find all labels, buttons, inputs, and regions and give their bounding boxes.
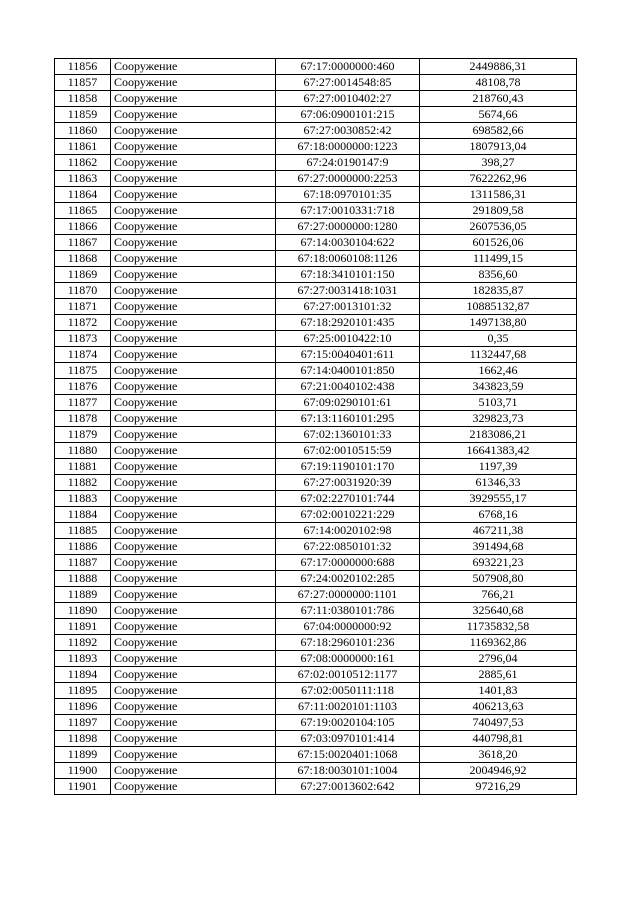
object-type-cell: Сооружение (111, 203, 276, 219)
row-number-cell: 11878 (55, 411, 111, 427)
object-type-cell: Сооружение (111, 395, 276, 411)
row-number-cell: 11877 (55, 395, 111, 411)
table-row (55, 91, 577, 107)
cadastral-value-cell: 3618,20 (420, 747, 577, 763)
table-row (55, 107, 577, 123)
object-type-cell: Сооружение (111, 747, 276, 763)
table-row (55, 651, 577, 667)
cadastral-number-cell: 67:27:0013602:642 (276, 779, 420, 795)
object-type-cell: Сооружение (111, 603, 276, 619)
table-row (55, 555, 577, 571)
cadastral-number-cell: 67:27:0014548:85 (276, 75, 420, 91)
cadastral-number-cell: 67:18:0000000:1223 (276, 139, 420, 155)
cadastral-value-cell: 740497,53 (420, 715, 577, 731)
cadastral-value-cell: 182835,87 (420, 283, 577, 299)
table-row (55, 267, 577, 283)
object-type-cell: Сооружение (111, 283, 276, 299)
cadastral-value-cell: 406213,63 (420, 699, 577, 715)
object-type-cell: Сооружение (111, 555, 276, 571)
cadastral-value-cell: 325640,68 (420, 603, 577, 619)
row-number-cell: 11858 (55, 91, 111, 107)
cadastral-value-cell: 391494,68 (420, 539, 577, 555)
cadastral-value-cell: 8356,60 (420, 267, 577, 283)
cadastral-value-cell: 1169362,86 (420, 635, 577, 651)
object-type-cell: Сооружение (111, 331, 276, 347)
table-row (55, 731, 577, 747)
object-type-cell: Сооружение (111, 571, 276, 587)
cadastral-value-cell: 111499,15 (420, 251, 577, 267)
row-number-cell: 11884 (55, 507, 111, 523)
row-number-cell: 11867 (55, 235, 111, 251)
cadastral-number-cell: 67:27:0000000:1280 (276, 219, 420, 235)
cadastral-number-cell: 67:19:0020104:105 (276, 715, 420, 731)
row-number-cell: 11898 (55, 731, 111, 747)
cadastral-number-cell: 67:27:0010402:27 (276, 91, 420, 107)
cadastral-value-table (54, 58, 577, 795)
cadastral-value-cell: 1497138,80 (420, 315, 577, 331)
object-type-cell: Сооружение (111, 411, 276, 427)
cadastral-number-cell: 67:14:0400101:850 (276, 363, 420, 379)
cadastral-value-cell: 291809,58 (420, 203, 577, 219)
object-type-cell: Сооружение (111, 123, 276, 139)
table-row (55, 315, 577, 331)
row-number-cell: 11872 (55, 315, 111, 331)
row-number-cell: 11869 (55, 267, 111, 283)
table-row (55, 619, 577, 635)
object-type-cell: Сооружение (111, 539, 276, 555)
cadastral-value-cell: 97216,29 (420, 779, 577, 795)
table-row (55, 139, 577, 155)
row-number-cell: 11886 (55, 539, 111, 555)
object-type-cell: Сооружение (111, 139, 276, 155)
table-row (55, 155, 577, 171)
row-number-cell: 11890 (55, 603, 111, 619)
table-row (55, 475, 577, 491)
table-row (55, 779, 577, 795)
cadastral-value-cell: 1197,39 (420, 459, 577, 475)
cadastral-number-cell: 67:03:0970101:414 (276, 731, 420, 747)
row-number-cell: 11882 (55, 475, 111, 491)
object-type-cell: Сооружение (111, 251, 276, 267)
row-number-cell: 11859 (55, 107, 111, 123)
cadastral-value-cell: 766,21 (420, 587, 577, 603)
cadastral-number-cell: 67:17:0010331:718 (276, 203, 420, 219)
table-row (55, 251, 577, 267)
cadastral-value-cell: 2796,04 (420, 651, 577, 667)
row-number-cell: 11894 (55, 667, 111, 683)
cadastral-value-cell: 1807913,04 (420, 139, 577, 155)
cadastral-value-cell: 2183086,21 (420, 427, 577, 443)
object-type-cell: Сооружение (111, 91, 276, 107)
cadastral-number-cell: 67:02:0050111:118 (276, 683, 420, 699)
object-type-cell: Сооружение (111, 363, 276, 379)
object-type-cell: Сооружение (111, 475, 276, 491)
table-row (55, 203, 577, 219)
row-number-cell: 11901 (55, 779, 111, 795)
cadastral-value-cell: 2885,61 (420, 667, 577, 683)
table-row (55, 459, 577, 475)
cadastral-number-cell: 67:18:0060108:1126 (276, 251, 420, 267)
row-number-cell: 11876 (55, 379, 111, 395)
object-type-cell: Сооружение (111, 779, 276, 795)
row-number-cell: 11879 (55, 427, 111, 443)
row-number-cell: 11896 (55, 699, 111, 715)
cadastral-value-cell: 2004946,92 (420, 763, 577, 779)
object-type-cell: Сооружение (111, 171, 276, 187)
object-type-cell: Сооружение (111, 651, 276, 667)
table-row (55, 571, 577, 587)
table-row (55, 507, 577, 523)
cadastral-value-cell: 16641383,42 (420, 443, 577, 459)
cadastral-number-cell: 67:15:0020401:1068 (276, 747, 420, 763)
cadastral-number-cell: 67:18:2960101:236 (276, 635, 420, 651)
cadastral-value-cell: 507908,80 (420, 571, 577, 587)
object-type-cell: Сооружение (111, 667, 276, 683)
object-type-cell: Сооружение (111, 315, 276, 331)
object-type-cell: Сооружение (111, 379, 276, 395)
table-row (55, 219, 577, 235)
cadastral-number-cell: 67:14:0020102:98 (276, 523, 420, 539)
table-row (55, 683, 577, 699)
row-number-cell: 11857 (55, 75, 111, 91)
cadastral-number-cell: 67:02:0010515:59 (276, 443, 420, 459)
row-number-cell: 11885 (55, 523, 111, 539)
row-number-cell: 11899 (55, 747, 111, 763)
cadastral-value-cell: 48108,78 (420, 75, 577, 91)
table-row (55, 283, 577, 299)
row-number-cell: 11891 (55, 619, 111, 635)
row-number-cell: 11866 (55, 219, 111, 235)
object-type-cell: Сооружение (111, 107, 276, 123)
row-number-cell: 11860 (55, 123, 111, 139)
cadastral-number-cell: 67:08:0000000:161 (276, 651, 420, 667)
table-row (55, 603, 577, 619)
table-row (55, 363, 577, 379)
table-row (55, 523, 577, 539)
table-row (55, 235, 577, 251)
cadastral-value-cell: 693221,23 (420, 555, 577, 571)
row-number-cell: 11864 (55, 187, 111, 203)
cadastral-value-cell: 5103,71 (420, 395, 577, 411)
object-type-cell: Сооружение (111, 267, 276, 283)
table-row (55, 491, 577, 507)
row-number-cell: 11880 (55, 443, 111, 459)
table-row (55, 75, 577, 91)
row-number-cell: 11874 (55, 347, 111, 363)
cadastral-number-cell: 67:15:0040401:611 (276, 347, 420, 363)
object-type-cell: Сооружение (111, 635, 276, 651)
object-type-cell: Сооружение (111, 507, 276, 523)
table-row (55, 763, 577, 779)
row-number-cell: 11883 (55, 491, 111, 507)
cadastral-value-cell: 343823,59 (420, 379, 577, 395)
cadastral-value-cell: 1311586,31 (420, 187, 577, 203)
cadastral-number-cell: 67:04:0000000:92 (276, 619, 420, 635)
cadastral-number-cell: 67:09:0290101:61 (276, 395, 420, 411)
row-number-cell: 11871 (55, 299, 111, 315)
cadastral-value-cell: 7622262,96 (420, 171, 577, 187)
row-number-cell: 11887 (55, 555, 111, 571)
object-type-cell: Сооружение (111, 299, 276, 315)
table-row (55, 59, 577, 75)
cadastral-number-cell: 67:27:0030852:42 (276, 123, 420, 139)
table-row (55, 347, 577, 363)
row-number-cell: 11893 (55, 651, 111, 667)
cadastral-number-cell: 67:25:0010422:10 (276, 331, 420, 347)
cadastral-value-cell: 5674,66 (420, 107, 577, 123)
cadastral-value-cell: 698582,66 (420, 123, 577, 139)
cadastral-value-cell: 440798,81 (420, 731, 577, 747)
cadastral-number-cell: 67:22:0850101:32 (276, 539, 420, 555)
row-number-cell: 11856 (55, 59, 111, 75)
table-row (55, 379, 577, 395)
cadastral-number-cell: 67:14:0030104:622 (276, 235, 420, 251)
table-row (55, 123, 577, 139)
object-type-cell: Сооружение (111, 155, 276, 171)
table-row (55, 587, 577, 603)
cadastral-number-cell: 67:24:0020102:285 (276, 571, 420, 587)
row-number-cell: 11888 (55, 571, 111, 587)
cadastral-value-cell: 1132447,68 (420, 347, 577, 363)
row-number-cell: 11861 (55, 139, 111, 155)
table-row (55, 299, 577, 315)
cadastral-value-cell: 467211,38 (420, 523, 577, 539)
object-type-cell: Сооружение (111, 491, 276, 507)
object-type-cell: Сооружение (111, 763, 276, 779)
object-type-cell: Сооружение (111, 731, 276, 747)
cadastral-value-cell: 6768,16 (420, 507, 577, 523)
row-number-cell: 11865 (55, 203, 111, 219)
cadastral-value-cell: 601526,06 (420, 235, 577, 251)
cadastral-value-cell: 10885132,87 (420, 299, 577, 315)
cadastral-value-cell: 11735832,58 (420, 619, 577, 635)
cadastral-value-cell: 0,35 (420, 331, 577, 347)
cadastral-number-cell: 67:02:2270101:744 (276, 491, 420, 507)
cadastral-number-cell: 67:02:0010512:1177 (276, 667, 420, 683)
cadastral-value-cell: 3929555,17 (420, 491, 577, 507)
table-row (55, 411, 577, 427)
table-row (55, 699, 577, 715)
row-number-cell: 11870 (55, 283, 111, 299)
table-row (55, 747, 577, 763)
cadastral-number-cell: 67:27:0013101:32 (276, 299, 420, 315)
cadastral-number-cell: 67:18:2920101:435 (276, 315, 420, 331)
row-number-cell: 11895 (55, 683, 111, 699)
cadastral-number-cell: 67:18:0970101:35 (276, 187, 420, 203)
row-number-cell: 11873 (55, 331, 111, 347)
row-number-cell: 11868 (55, 251, 111, 267)
table-row (55, 539, 577, 555)
object-type-cell: Сооружение (111, 587, 276, 603)
table-row (55, 395, 577, 411)
cadastral-number-cell: 67:18:3410101:150 (276, 267, 420, 283)
row-number-cell: 11889 (55, 587, 111, 603)
cadastral-value-cell: 398,27 (420, 155, 577, 171)
cadastral-number-cell: 67:13:1160101:295 (276, 411, 420, 427)
cadastral-value-cell: 329823,73 (420, 411, 577, 427)
cadastral-number-cell: 67:11:0380101:786 (276, 603, 420, 619)
table-row (55, 443, 577, 459)
table-row (55, 667, 577, 683)
object-type-cell: Сооружение (111, 443, 276, 459)
cadastral-value-cell: 61346,33 (420, 475, 577, 491)
cadastral-number-cell: 67:17:0000000:688 (276, 555, 420, 571)
object-type-cell: Сооружение (111, 59, 276, 75)
row-number-cell: 11862 (55, 155, 111, 171)
cadastral-value-cell: 1401,83 (420, 683, 577, 699)
table-row (55, 635, 577, 651)
row-number-cell: 11863 (55, 171, 111, 187)
cadastral-number-cell: 67:27:0000000:2253 (276, 171, 420, 187)
object-type-cell: Сооружение (111, 235, 276, 251)
cadastral-number-cell: 67:02:0010221:229 (276, 507, 420, 523)
object-type-cell: Сооружение (111, 699, 276, 715)
object-type-cell: Сооружение (111, 459, 276, 475)
object-type-cell: Сооружение (111, 683, 276, 699)
cadastral-number-cell: 67:24:0190147:9 (276, 155, 420, 171)
table-row (55, 171, 577, 187)
cadastral-number-cell: 67:02:1360101:33 (276, 427, 420, 443)
row-number-cell: 11892 (55, 635, 111, 651)
cadastral-number-cell: 67:18:0030101:1004 (276, 763, 420, 779)
table-row (55, 427, 577, 443)
row-number-cell: 11881 (55, 459, 111, 475)
object-type-cell: Сооружение (111, 523, 276, 539)
cadastral-value-cell: 2449886,31 (420, 59, 577, 75)
cadastral-number-cell: 67:21:0040102:438 (276, 379, 420, 395)
cadastral-number-cell: 67:11:0020101:1103 (276, 699, 420, 715)
row-number-cell: 11900 (55, 763, 111, 779)
object-type-cell: Сооружение (111, 347, 276, 363)
cadastral-number-cell: 67:06:0900101:215 (276, 107, 420, 123)
object-type-cell: Сооружение (111, 187, 276, 203)
cadastral-value-cell: 218760,43 (420, 91, 577, 107)
row-number-cell: 11875 (55, 363, 111, 379)
object-type-cell: Сооружение (111, 75, 276, 91)
row-number-cell: 11897 (55, 715, 111, 731)
object-type-cell: Сооружение (111, 219, 276, 235)
table-row (55, 187, 577, 203)
table-row (55, 715, 577, 731)
object-type-cell: Сооружение (111, 619, 276, 635)
cadastral-value-cell: 1662,46 (420, 363, 577, 379)
cadastral-number-cell: 67:17:0000000:460 (276, 59, 420, 75)
object-type-cell: Сооружение (111, 715, 276, 731)
cadastral-number-cell: 67:27:0000000:1101 (276, 587, 420, 603)
object-type-cell: Сооружение (111, 427, 276, 443)
table-body (55, 59, 577, 795)
cadastral-value-cell: 2607536,05 (420, 219, 577, 235)
cadastral-number-cell: 67:19:1190101:170 (276, 459, 420, 475)
cadastral-number-cell: 67:27:0031920:39 (276, 475, 420, 491)
table-row (55, 331, 577, 347)
cadastral-number-cell: 67:27:0031418:1031 (276, 283, 420, 299)
